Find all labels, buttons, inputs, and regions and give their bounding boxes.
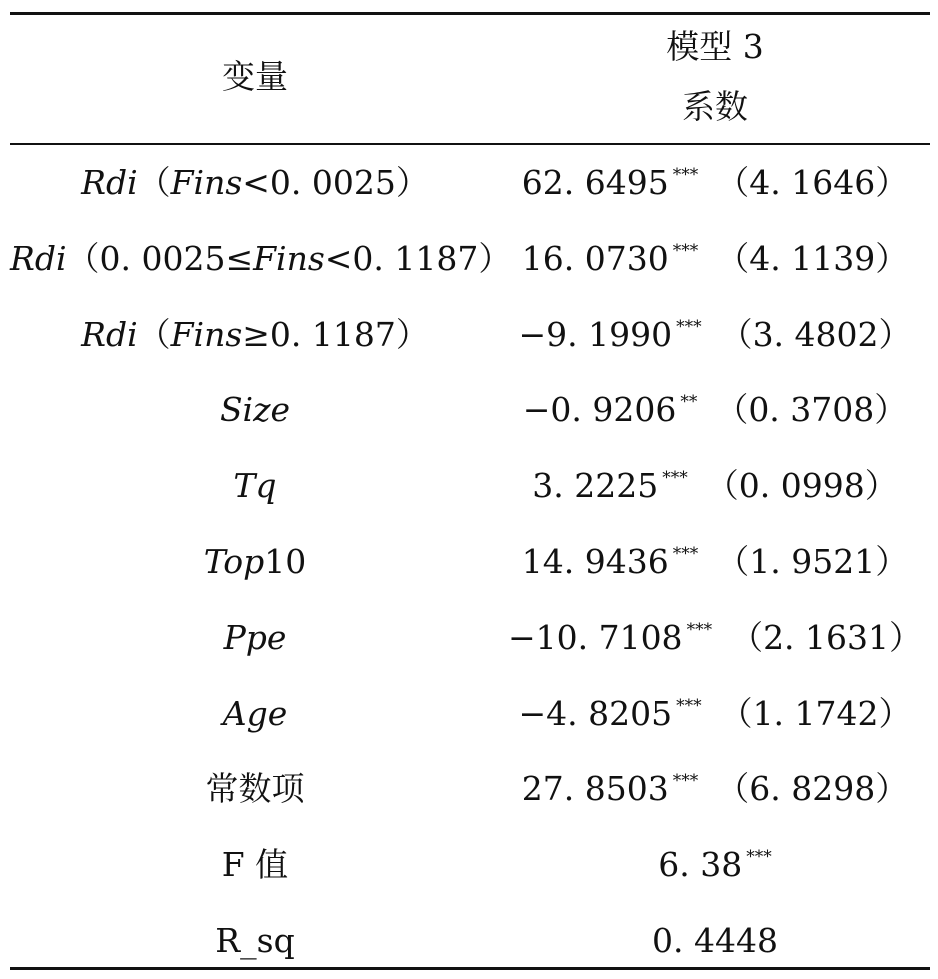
stat-label: R_sq [215,921,295,960]
variable-name: Tq [233,466,277,505]
significance-stars: *** [672,544,699,564]
significance-stars: ** [680,392,698,412]
standard-error: （2. 1631） [730,618,923,657]
row-coefficient [470,390,938,429]
coefficient-value: 62. 6495 [521,163,669,202]
coefficient-value: −4. 8205 [518,694,673,733]
significance-stars: *** [662,468,688,488]
coefficient-value: −0. 9206 [522,390,677,429]
coefficient-value: 3. 2225 [532,466,659,505]
significance-stars: *** [672,771,699,791]
top-rule [10,12,930,15]
stat-label: F 值 [221,845,289,884]
coefficient-value: 16. 0730 [521,239,669,278]
standard-error: （3. 4802） [719,315,912,354]
row-coefficient [470,239,938,278]
standard-error: （4. 1139） [716,239,909,278]
variable-name: Age [222,694,288,733]
row-variable [10,542,500,581]
significance-stars: *** [672,241,699,261]
row-coefficient [470,542,938,581]
standard-error: （1. 9521） [716,542,909,581]
variable-name: Fins [170,163,243,202]
variable-text: 10 [264,542,307,581]
significance-stars: *** [672,165,699,185]
variable-text: （ [137,163,171,202]
row-coefficient [470,618,938,657]
row-variable [10,239,512,278]
standard-error: （6. 8298） [716,769,909,808]
row-coefficient [470,769,938,808]
variable-text: <0. 1187） [324,239,512,278]
standard-error: （4. 1646） [716,163,909,202]
variable-name: Top [203,542,265,581]
significance-stars: *** [686,620,713,640]
row-coefficient [470,163,938,202]
coefficient-value: 14. 9436 [521,542,669,581]
variable-text: （ [137,315,171,354]
variable-name: Fins [170,315,243,354]
variable-text: <0. 0025） [242,163,429,202]
row-coefficient [470,466,938,505]
stat-value [470,845,938,884]
stat-value [470,921,938,960]
variable-text: （0. 0025≤ [66,239,254,278]
row-variable [10,315,500,354]
header-coefficient: 系数 [682,87,748,126]
bottom-rule [10,967,930,970]
standard-error: （0. 3708） [715,390,908,429]
variable-text: 常数项 [205,769,305,808]
standard-error: （0. 0998） [705,466,898,505]
variable-name: Rdi [10,239,67,278]
stat-number: 0. 4448 [652,921,778,960]
row-variable [10,769,500,808]
variable-name: Fins [253,239,325,278]
row-variable [10,163,500,202]
coefficient-value: −9. 1990 [518,315,673,354]
row-variable [10,618,500,657]
variable-text: ≥0. 1187） [242,315,429,354]
header-rule [10,143,930,145]
significance-stars: *** [676,696,702,716]
coefficient-value: 27. 8503 [521,769,669,808]
row-coefficient [470,315,938,354]
standard-error: （1. 1742） [719,694,912,733]
header-model: 模型 3 [666,27,764,66]
variable-name: Size [219,390,291,429]
significance-stars: *** [746,847,772,867]
significance-stars: *** [676,317,702,337]
header-variable: 变量 [222,57,288,96]
variable-name: Rdi [81,163,138,202]
variable-name: Ppe [223,618,287,657]
variable-name: Rdi [81,315,138,354]
row-variable [10,466,500,505]
row-variable [10,390,500,429]
row-coefficient [470,694,938,733]
stat-number: 6. 38 [658,845,743,884]
coefficient-value: −10. 7108 [507,618,683,657]
row-variable [10,694,500,733]
